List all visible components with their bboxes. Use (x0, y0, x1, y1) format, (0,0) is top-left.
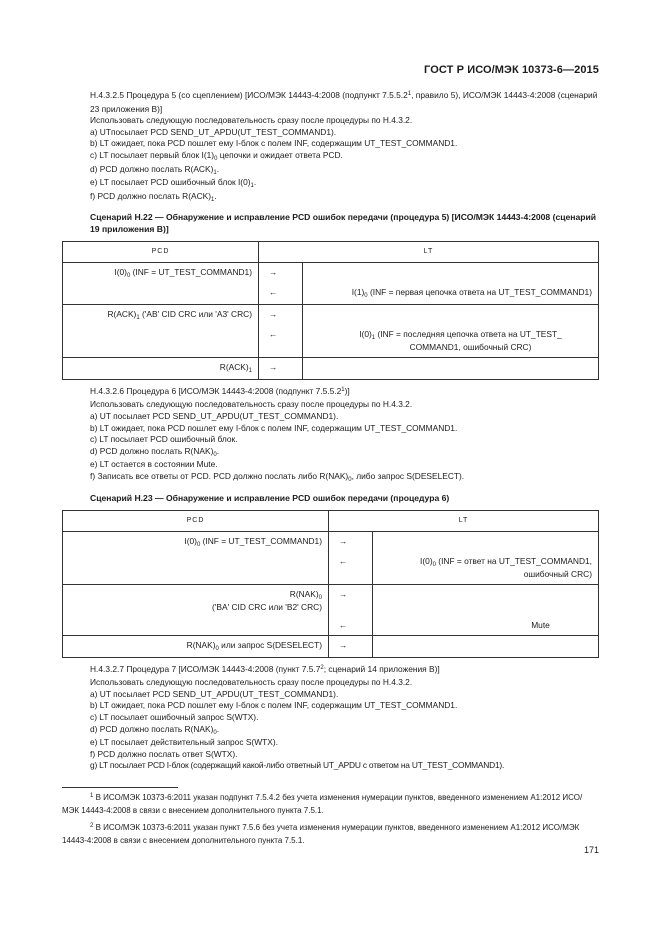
step-f: f) Записать все ответы от PCD. PCD должно послать либо $R(NAK)_0$, либо запрос S(DESELECT). (90, 470, 465, 483)
table-row (63, 635, 599, 657)
table-row (63, 262, 599, 304)
arrow-cell (259, 304, 303, 357)
step-e: e) LT посылает PCD ошибочный блок $I(0)_1$. (90, 177, 257, 190)
step-a: a) UT посылает PCD SEND_UT_APDU(UT_TEST_COMMAND1). (90, 410, 339, 421)
step-f: f) PCD должно послать $R(ACK)_1$. (90, 190, 217, 203)
lt-cell: $I(0)_0$ (INF = ответ на UT_TEST_COMMAND1, ошибочный CRC) (373, 531, 599, 584)
arrow-cell (329, 584, 373, 635)
arrow-right-icon: → (339, 639, 348, 650)
scenario-table-h23 (62, 510, 599, 658)
arrow-left-icon: ← (339, 619, 348, 630)
section-procedure-5 (62, 90, 599, 204)
table-row (63, 531, 599, 584)
pcd-cell: $R(NAK)_0$ или запрос S(DESELECT) (63, 635, 329, 657)
step-d: d) PCD должно послать $R(NAK)_0$. (90, 445, 220, 458)
arrow-right-icon: → (269, 361, 278, 372)
document-header: ГОСТ Р ИСО/МЭК 10373-6—2015 (424, 64, 599, 76)
table-row (63, 304, 599, 357)
step-c: c) LT посылает первый блок $I(1)_0$ цепочки и ожидает ответа PCD. (90, 149, 343, 162)
step-a: a) UT посылает PCD SEND_UT_APDU(UT_TEST_COMMAND1). (90, 688, 339, 699)
footnote-1: $^1$ В ИСО/МЭК 10373-6:2011 указан подпункт 7.5.4.2 без учета изменения нумерации пунктов, введенного изменением А1:2012 ИСО/МЭК 14443-4:2008 в связи с внесением дополнительного пункта 7.5.1. (62, 793, 583, 815)
section-procedure-6 (62, 386, 599, 485)
step-d: d) PCD должно послать $R(ACK)_1$. (90, 163, 220, 176)
footnotes (62, 787, 599, 852)
step-e: e) LT остается в состоянии Mute. (90, 459, 218, 470)
table-row (63, 584, 599, 635)
step-g: g) LT посылает PCD I-блок (содержащий какой-либо ответный UT_APDU с ответом на UT_TEST_COMMAND1). (90, 760, 505, 771)
page-body (62, 90, 599, 772)
arrow-cell (329, 635, 373, 657)
arrow-right-icon: → (269, 308, 278, 319)
step-c: c) LT посылает ошибочный запрос S(WTX). (90, 712, 259, 723)
pcd-cell: $R(ACK)_1$ ('AB' CID CRC или 'A3' CRC) (63, 304, 259, 357)
arrow-left-icon: ← (269, 286, 278, 297)
step-a: a) UTпосылает PCD SEND_UT_APDU(UT_TEST_COMMAND1). (90, 126, 337, 137)
arrow-left-icon: ← (339, 555, 348, 566)
table-header-row (63, 241, 599, 262)
table-header-row (63, 510, 599, 531)
lt-cell: $I(1)_0$ (INF = первая цепочка ответа на UT_TEST_COMMAND1) (303, 262, 599, 304)
step-b: b) LT ожидает, пока PCD пошлет ему I-блок с полем INF, содержащим UT_TEST_COMMAND1. (90, 138, 458, 149)
scenario-table-h22 (62, 241, 599, 380)
arrow-cell (259, 357, 303, 379)
section-procedure-7 (62, 664, 599, 772)
pcd-cell: $I(0)_0$ (INF = UT_TEST_COMMAND1) (63, 531, 329, 584)
col-lt: LT (259, 241, 599, 262)
lt-cell (303, 357, 599, 379)
col-lt: LT (329, 510, 599, 531)
table-caption-h22: Сценарий Н.22 — Обнаружение и исправление PCD ошибок передачи (процедура 5) [ИСО/МЭК 14443-4:2008 (сценарий 19 приложения В)] (90, 212, 597, 234)
section-title: Н.4.3.2.7 Процедура 7 [ИСО/МЭК 14443-4:2008 (пункт 7.5.7$^2$; сценарий 14 приложения В)] (90, 663, 440, 674)
pcd-cell: $R(NAK)_0$ ('BA' CID CRC или 'B2' CRC) (63, 584, 329, 635)
step-f: f) PCD должно послать ответ S(WTX). (90, 748, 238, 759)
footnote-2: $^2$ В ИСО/МЭК 10373-6:2011 указан пункт 7.5.6 без учета изменения нумерации пунктов, введенного изменением А1:2012 ИСО/МЭК 14443-4:2008 в связи с внесением дополнительного пункта 7.5.1. (62, 823, 580, 845)
step-b: b) LT ожидает, пока PCD пошлет ему I-блок с полем INF, содержащим UT_TEST_COMMAND1. (90, 422, 458, 433)
arrow-right-icon: → (339, 535, 348, 546)
step-d: d) PCD должно послать $R(NAK)_0$. (90, 723, 220, 736)
pcd-cell: $R(ACK)_1$ (63, 357, 259, 379)
section-title: Н.4.3.2.6 Процедура 6 [ИСО/МЭК 14443-4:2008 (подпункт 7.5.5.2$^1$)] (90, 385, 350, 396)
lt-cell (373, 635, 599, 657)
table-caption-h23: Сценарий Н.23 — Обнаружение и исправление PCD ошибок передачи (процедура 6) (90, 492, 450, 503)
section-title: Н.4.3.2.5 Процедура 5 (со сцеплением) [ИСО/МЭК 14443-4:2008 (подпункт 7.5.5.2$^1$, правило 5), ИСО/МЭК 14443-4:2008 (сценарий 23 приложения В)] (90, 90, 598, 114)
section-intro: Использовать следующую последовательность сразу после процедуры по Н.4.3.2. (90, 677, 413, 688)
page-number: 171 (583, 845, 599, 855)
step-b: b) LT ожидает, пока PCD пошлет ему I-блок с полем INF, содержащим UT_TEST_COMMAND1. (90, 700, 458, 711)
pcd-cell: $I(0)_0$ (INF = UT_TEST_COMMAND1) (63, 262, 259, 304)
arrow-left-icon: ← (269, 328, 278, 339)
table-row (63, 357, 599, 379)
arrow-cell (259, 262, 303, 304)
arrow-right-icon: → (339, 588, 348, 599)
lt-cell: $I(0)_1$ (INF = последняя цепочка ответа на UT_TEST_ COMMAND1, ошибочный CRC) (303, 304, 599, 357)
step-e: e) LT посылает действительный запрос S(WTX). (90, 737, 278, 748)
section-intro: Использовать следующую последовательность сразу после процедуры по Н.4.3.2. (90, 115, 413, 126)
col-pcd: PCD (63, 241, 259, 262)
arrow-cell (329, 531, 373, 584)
lt-cell: Mute (373, 584, 599, 635)
footnote-divider (62, 787, 178, 788)
arrow-right-icon: → (269, 266, 278, 277)
col-pcd: PCD (63, 510, 329, 531)
section-intro: Использовать следующую последовательность сразу после процедуры по Н.4.3.2. (90, 399, 413, 410)
step-c: c) LT посылает PCD ошибочный блок. (90, 434, 238, 445)
